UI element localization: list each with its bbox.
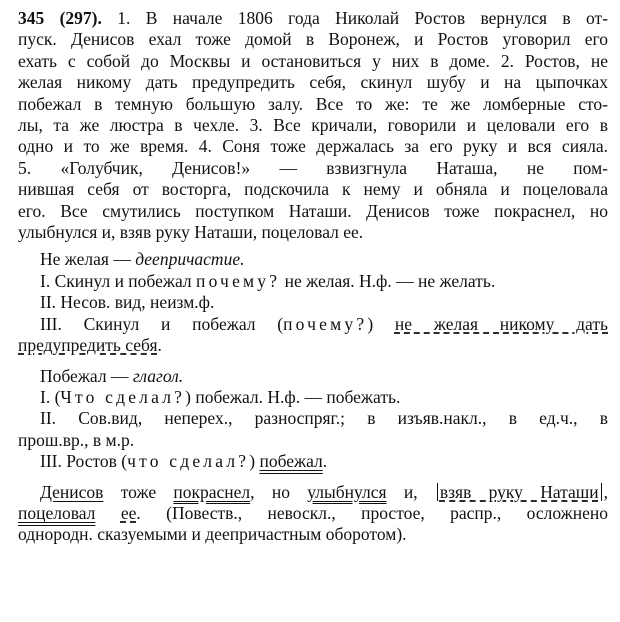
participle-point-3-cont: предупредить себя. (18, 335, 162, 356)
participle-heading: Не желая — деепричастие. (40, 249, 245, 270)
predicate-3-underlined: поцеловал (18, 502, 96, 523)
text-line: желая никому дать предупредить себя, скинул шубу и на цыпочках (18, 72, 608, 93)
text-line: нившая себя от восторга, подскочила к нему и обняла и поцеловала (18, 179, 608, 200)
subject-underlined: Денисов (40, 481, 104, 502)
text-line: лы, та же люстра в чехле. 3. Все кричали, говорили и целовали его в (18, 115, 608, 136)
adverbial-phrase-part-1: не желая никому дать (394, 313, 608, 334)
phrase-bound-right (601, 483, 602, 501)
participle-analysis (18, 249, 608, 356)
verb-point-2-cont: прош.вр., в м.р. (18, 429, 135, 450)
verb-point-3: III. Ростов (что сделал?) побежал. (40, 451, 328, 472)
predicate-underlined: побежал (259, 451, 323, 472)
analysis-line-3: однородн. сказуемыми и деепричастным оборотом). (18, 524, 407, 545)
verb-analysis (18, 366, 608, 473)
analysis-line-2: поцеловал ее. (Повеств., невоскл., простое, распр., осложнено (18, 502, 608, 523)
text-line: 5. «Голубчик, Денисов!» — взвизгнула Наташа, не пом- (18, 157, 608, 178)
text-line: побежал в темную большую залу. Все то же: те же ломберные сто- (18, 93, 608, 114)
exercise-number: 345 (297). (18, 8, 102, 28)
participle-point-3: III. Скинул и побежал (почему?) не желая никому дать (40, 313, 608, 334)
sentence-analysis (18, 482, 608, 546)
adverbial-phrase: взяв руку Наташи (439, 481, 599, 502)
text-line: улыбнулся и, взяв руку Наташи, поцеловал ее. (18, 222, 364, 243)
text-line: одно и то же время. 4. Соня тоже держалась за его руку и вся сияла. (18, 136, 608, 157)
participle-point-2: II. Несов. вид, неизм.ф. (40, 292, 215, 313)
text-line: 345 (297). 1. В начале 1806 года Николай Ростов вернулся в от- (18, 8, 609, 28)
participle-point-1: I. Скинул и побежал почему? не желая. Н.ф. — не желать. (40, 270, 496, 291)
text-line: пуск. Денисов ехал тоже домой в Воронеж, и Ростов уговорил его (18, 29, 608, 50)
adverbial-phrase-part-2: предупредить себя (18, 335, 158, 356)
phrase-bound-left (437, 483, 438, 501)
predicate-1-underlined: покраснел (173, 481, 251, 502)
exercise-text (18, 8, 608, 243)
text-line: ехать с собой до Москвы и остановиться у них в доме. 2. Ростов, не (18, 50, 608, 71)
object-underlined: ее (120, 502, 137, 523)
text-line: его. Все смутились поступком Наташи. Денисов тоже покраснел, но (18, 200, 608, 221)
analysis-line-1: Денисов тоже покраснел, но улыбнулся и, взяв руку Наташи , (40, 481, 608, 502)
predicate-2-underlined: улыбнулся (307, 481, 387, 502)
verb-point-1: I. (Что сделал?) побежал. Н.ф. — побежать. (40, 386, 401, 407)
verb-heading: Побежал — глагол. (40, 365, 184, 386)
verb-point-2: II. Сов.вид, неперех., разноспряг.; в изъяв.накл., в ед.ч., в (40, 408, 608, 429)
